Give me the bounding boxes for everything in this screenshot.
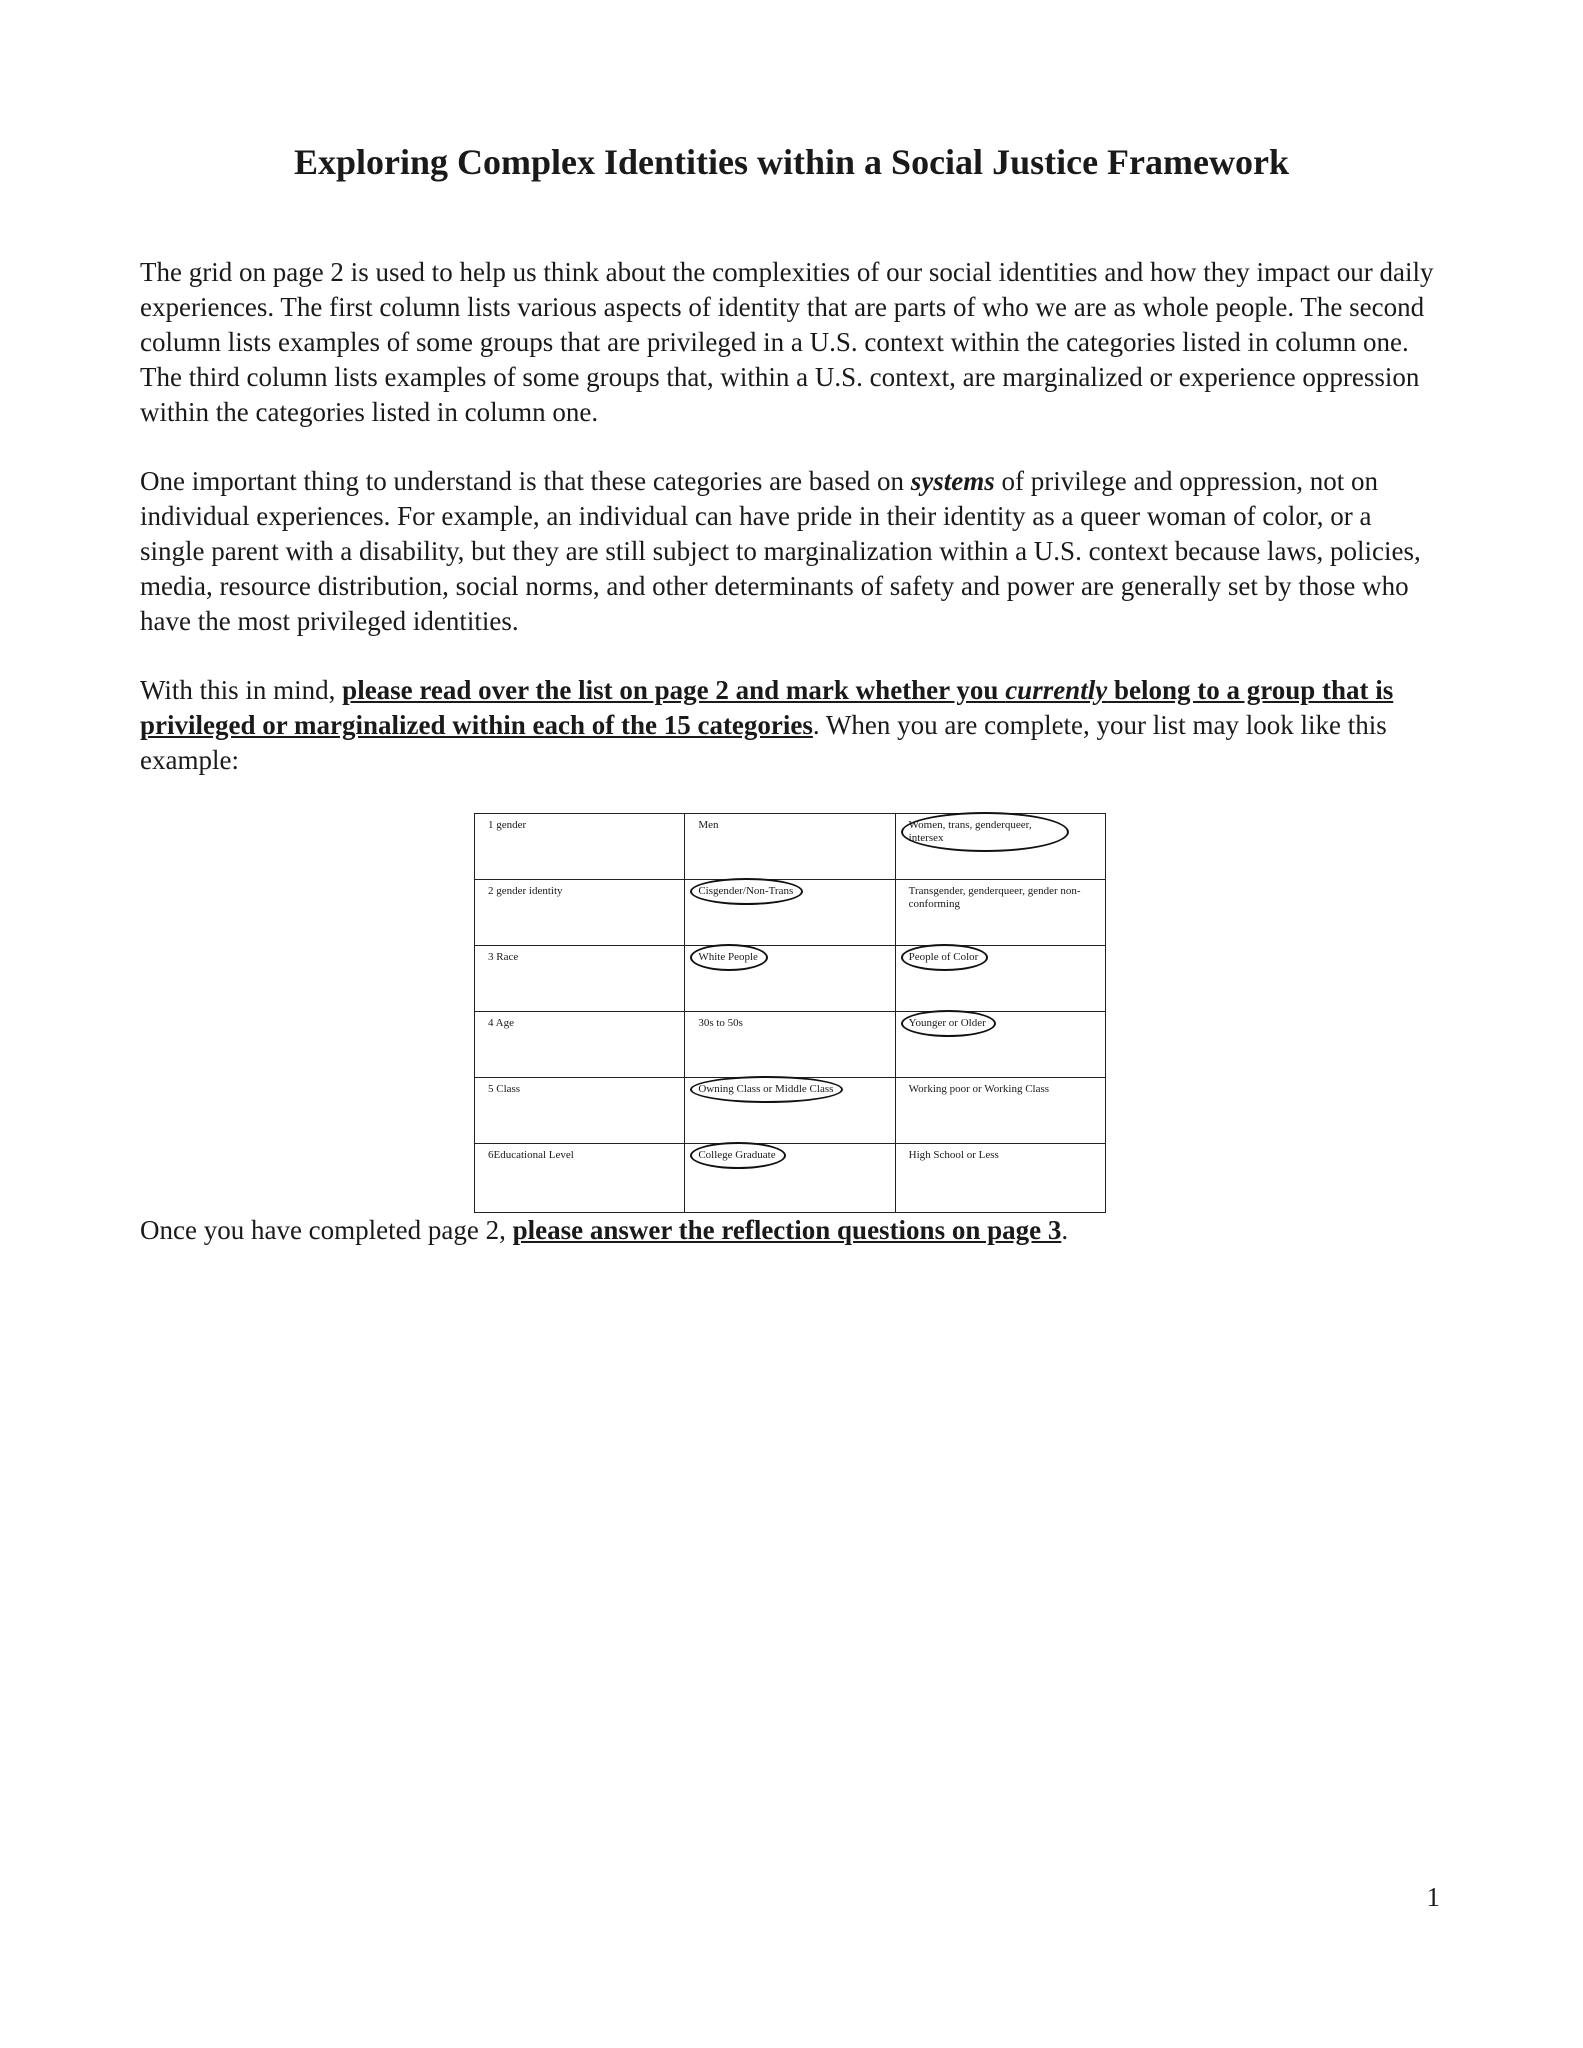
privileged-label-circled: White People: [698, 951, 758, 963]
systems-paragraph-pre: One important thing to understand is that these categories are based on: [140, 466, 911, 496]
marginalized-label-circled: Women, trans, genderqueer, intersex: [909, 819, 1059, 845]
marginalized-label: Working poor or Working Class: [908, 1083, 1050, 1095]
category-cell: [475, 1012, 685, 1078]
instructions-pre: With this in mind,: [140, 675, 343, 705]
privileged-cell: [685, 946, 895, 1012]
instructions-paragraph: [140, 673, 1440, 778]
instructions-post: . When you are complete, your list may look like this example:: [140, 710, 1387, 775]
closing-underlined: please answer the reflection questions on page 3: [512, 1215, 1062, 1245]
privileged-label-circled: Cisgender/Non-Trans: [698, 885, 794, 897]
closing-pre: Once you have completed page 2,: [140, 1215, 513, 1245]
table-row: [475, 1078, 1106, 1144]
marginalized-label: High School or Less: [908, 1149, 999, 1161]
instructions-currently: currently: [1005, 675, 1108, 705]
document-title: Exploring Complex Identities within a Social Justice Framework: [294, 142, 1289, 182]
systems-emphasis: systems: [910, 466, 995, 496]
instructions-underlined-1: please read over the list on page 2 and mark whether you: [342, 675, 1006, 705]
category-label: 6Educational Level: [488, 1149, 574, 1161]
category-label: 1 gender: [488, 819, 527, 831]
instructions-underlined-2: belong to a group that is privileged or marginalized within each of the 15 categories: [140, 675, 1394, 740]
page-number: 1: [1426, 1882, 1440, 1912]
marginalized-label: Transgender, genderqueer, gender non-conforming: [908, 885, 1081, 910]
table-row: [475, 1144, 1106, 1213]
category-cell: [475, 880, 685, 946]
marginalized-cell: [895, 946, 1105, 1012]
systems-paragraph: [140, 464, 1440, 639]
systems-paragraph-post: of privilege and oppression, not on individual experiences. For example, an individual can have pride in their identity as a queer woman of color, or a single parent with a disability, but they are still subject to marginalization within a U.S. context because laws, policies, media, resource distribution, social norms, and other determinants of safety and power are generally set by those who have the most privileged identities.: [140, 466, 1421, 636]
privileged-cell: [685, 880, 895, 946]
privileged-cell: [685, 1144, 895, 1213]
table-row: [475, 1012, 1106, 1078]
category-label: 4 Age: [488, 1017, 514, 1029]
privileged-label-circled: College Graduate: [698, 1149, 776, 1161]
marginalized-cell: [895, 1012, 1105, 1078]
category-label: 3 Race: [488, 951, 519, 963]
privileged-cell: [685, 1078, 895, 1144]
category-cell: [475, 1078, 685, 1144]
example-grid: [474, 813, 1106, 1180]
table-row: [475, 946, 1106, 1012]
marginalized-label-circled: People of Color: [908, 951, 979, 963]
marginalized-label-circled: Younger or Older: [908, 1017, 986, 1029]
privileged-label: 30s to 50s: [698, 1017, 743, 1029]
category-cell: [475, 1144, 685, 1213]
marginalized-cell: [895, 880, 1105, 946]
marginalized-cell: [895, 1144, 1105, 1213]
category-cell: [475, 814, 685, 880]
table-row: [475, 880, 1106, 946]
privileged-cell: [685, 1012, 895, 1078]
category-cell: [475, 946, 685, 1012]
privileged-label: Men: [698, 819, 719, 831]
closing-post: .: [1061, 1215, 1069, 1245]
privileged-label-circled: Owning Class or Middle Class: [698, 1083, 834, 1095]
marginalized-cell: [895, 814, 1105, 880]
intro-paragraph: The grid on page 2 is used to help us think about the complexities of our social identities and how they impact our daily experiences. The first column lists various aspects of identity that are parts of who we are as whole people. The second column lists examples of some groups that are privileged in a U.S. context within the categories listed in column one. The third column lists examples of some groups that, within a U.S. context, are marginalized or experience oppression within the categories listed in column one.: [140, 257, 1434, 427]
closing-paragraph: [140, 1213, 1440, 1248]
category-label: 2 gender identity: [488, 885, 563, 897]
category-label: 5 Class: [488, 1083, 521, 1095]
marginalized-cell: [895, 1078, 1105, 1144]
privileged-cell: [685, 814, 895, 880]
example-table: [474, 813, 1106, 1213]
table-row: [475, 814, 1106, 880]
